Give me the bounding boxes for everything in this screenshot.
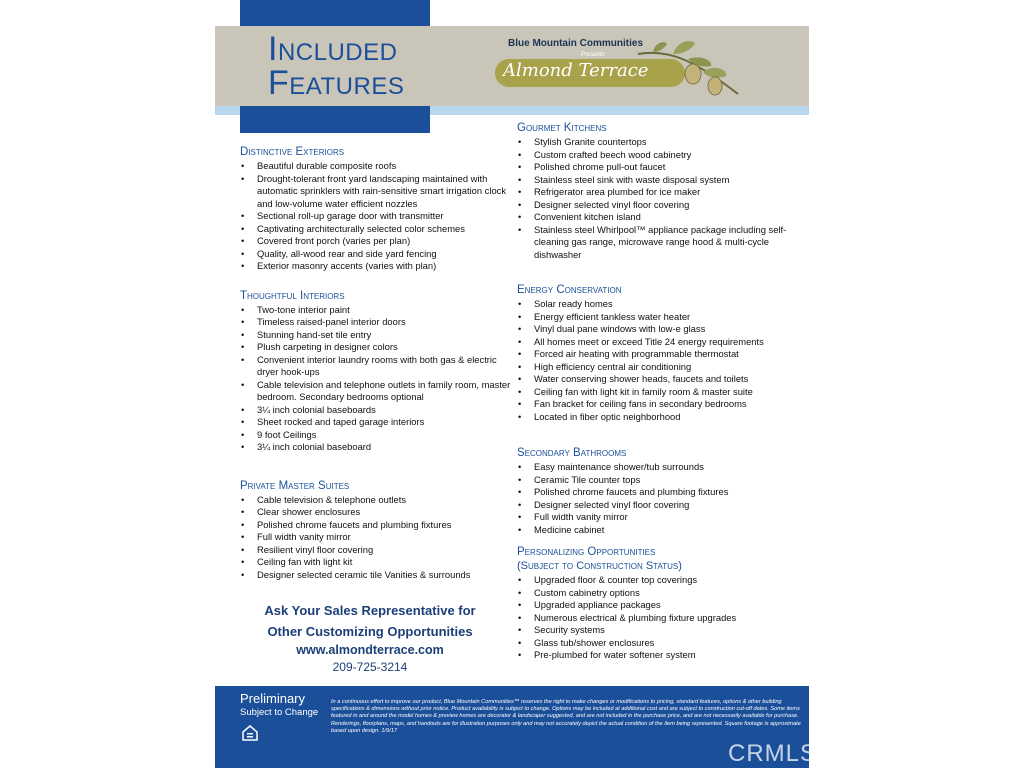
legal-disclaimer: In a continuous effort to improve our product, Blue Mountain Communities™ reserves the right to make changes or modifications to pricing, standard features, options & other building specifications & dimensions without prior notice. Product availability is subject to change. Options may be included at additional cost and are subject to construction cut-off dates. Some items featured in and around the model homes & preview homes are decorator & landscaper suggested, and are not included in the purchase price, and are not necessarily available for purchase. Renderings, floorplans, maps, and handouts are for illustration purposes only and may not accurately depict the actual condition of the item being represented. Square footage is approximate based upon design. 1/9/17: [331, 699, 801, 734]
list-item: • Convenient interior laundry rooms with both gas & electric dryer hook-ups: [240, 354, 515, 379]
list-item: • Energy efficient tankless water heater: [517, 311, 807, 324]
left-column: [240, 146, 515, 581]
section-title: Personalizing Opportunities: [517, 546, 656, 558]
list-item: • Stainless steel Whirlpool™ appliance package including self-cleaning gas range, microwave range hood & multi-cycle dishwasher: [517, 224, 807, 262]
almond-branch-icon: [633, 34, 743, 104]
list-item: • Ceiling fan with light kit: [240, 556, 515, 569]
list-item: • Ceramic Tile counter tops: [517, 474, 807, 487]
list-item: • Exterior masonry accents (varies with plan): [240, 260, 515, 273]
list-item: • High efficiency central air conditioning: [517, 361, 807, 374]
list-item: • Ceiling fan with light kit in family room & master suite: [517, 386, 807, 399]
crmls-watermark: CRMLS: [728, 740, 818, 767]
list-item: • Clear shower enclosures: [240, 506, 515, 519]
feature-sheet-page: [215, 0, 809, 768]
list-item: • Easy maintenance shower/tub surrounds: [517, 461, 807, 474]
section-title: Gourmet Kitchens: [517, 122, 607, 134]
section-distinctive-exteriors: [240, 146, 515, 273]
logo-presents: Presents: [581, 52, 605, 58]
right-column: [517, 122, 807, 662]
list-item: • Fan bracket for ceiling fans in secondary bedrooms: [517, 398, 807, 411]
feature-list: [240, 304, 515, 454]
list-item: • 9 foot Ceilings: [240, 429, 515, 442]
list-item: • Two-tone interior paint: [240, 304, 515, 317]
feature-list: [240, 494, 515, 582]
list-item: • Stylish Granite countertops: [517, 136, 807, 149]
list-item: • Cable television and telephone outlets in family room, master bedroom. Secondary bedrooms optional: [240, 379, 515, 404]
list-item: • Upgraded appliance packages: [517, 599, 807, 612]
list-item: • Drought-tolerant front yard landscaping maintained with automatic sprinklers with rain-sensitive smart irrigation clock and low-volume water efficient nozzles: [240, 173, 515, 211]
logo-community-name: Almond Terrace: [503, 60, 649, 81]
list-item: • Stainless steel sink with waste disposal system: [517, 174, 807, 187]
list-item: • Designer selected ceramic tile Vanities & surrounds: [240, 569, 515, 582]
preliminary-label: Preliminary: [240, 691, 306, 706]
list-item: • All homes meet or exceed Title 24 energy requirements: [517, 336, 807, 349]
page-title: [240, 26, 430, 106]
list-item: • Sectional roll-up garage door with transmitter: [240, 210, 515, 223]
list-item: • Designer selected vinyl floor covering: [517, 499, 807, 512]
feature-list: [517, 298, 807, 423]
list-item: • Convenient kitchen island: [517, 211, 807, 224]
section-subtitle: (Subject to Construction Status): [517, 560, 682, 572]
list-item: • Located in fiber optic neighborhood: [517, 411, 807, 424]
list-item: • Plush carpeting in designer colors: [240, 341, 515, 354]
list-item: • Solar ready homes: [517, 298, 807, 311]
list-item: • Designer selected vinyl floor covering: [517, 199, 807, 212]
title-line-2: Features: [268, 64, 405, 102]
footer-band: [215, 686, 809, 768]
list-item: • Beautiful durable composite roofs: [240, 160, 515, 173]
section-title: Secondary Bathrooms: [517, 447, 627, 459]
feature-list: [517, 574, 807, 662]
cta-line-2: Other Customizing Opportunities: [267, 624, 473, 639]
list-item: • Captivating architecturally selected color schemes: [240, 223, 515, 236]
feature-list: [517, 136, 807, 261]
section-gourmet-kitchens: [517, 122, 807, 261]
list-item: • Cable television & telephone outlets: [240, 494, 515, 507]
feature-list: [240, 160, 515, 273]
list-item: • Forced air heating with programmable thermostat: [517, 348, 807, 361]
section-secondary-bathrooms: [517, 447, 807, 536]
list-item: • Custom crafted beech wood cabinetry: [517, 149, 807, 162]
equal-housing-icon: [242, 724, 258, 742]
section-title: Thoughtful Interiors: [240, 289, 345, 302]
list-item: • Polished chrome faucets and plumbing fixtures: [517, 486, 807, 499]
section-energy-conservation: [517, 284, 807, 423]
list-item: • Glass tub/shower enclosures: [517, 637, 807, 650]
list-item: • Water conserving shower heads, faucets and toilets: [517, 373, 807, 386]
list-item: • Timeless raised-panel interior doors: [240, 316, 515, 329]
list-item: • Upgraded floor & counter top coverings: [517, 574, 807, 587]
list-item: • Polished chrome pull-out faucet: [517, 161, 807, 174]
list-item: • Stunning hand-set tile entry: [240, 329, 515, 342]
list-item: • Numerous electrical & plumbing fixture upgrades: [517, 612, 807, 625]
section-title: Energy Conservation: [517, 284, 622, 296]
list-item: • 3¼ inch colonial baseboard: [240, 441, 515, 454]
subject-to-change-label: Subject to Change: [240, 707, 319, 718]
list-item: • Full width vanity mirror: [517, 511, 807, 524]
list-item: • Pre-plumbed for water softener system: [517, 649, 807, 662]
list-item: • Resilient vinyl floor covering: [240, 544, 515, 557]
list-item: • Refrigerator area plumbed for ice maker: [517, 186, 807, 199]
list-item: • 3¼ inch colonial baseboards: [240, 404, 515, 417]
section-private-master-suites: [240, 480, 515, 582]
list-item: • Covered front porch (varies per plan): [240, 235, 515, 248]
feature-list: [517, 461, 807, 536]
section-title: Distinctive Exteriors: [240, 146, 345, 158]
sales-call-to-action: [240, 600, 500, 675]
section-personalizing-opportunities: [517, 546, 807, 662]
website-link[interactable]: www.almondterrace.com: [296, 643, 444, 657]
list-item: • Custom cabinetry options: [517, 587, 807, 600]
phone-number[interactable]: 209-725-3214: [332, 660, 408, 674]
list-item: • Medicine cabinet: [517, 524, 807, 537]
list-item: • Security systems: [517, 624, 807, 637]
section-thoughtful-interiors: [240, 290, 515, 454]
logo-company-name: Blue Mountain Communities: [508, 38, 643, 49]
list-item: • Full width vanity mirror: [240, 531, 515, 544]
almond-terrace-logo: [493, 34, 743, 104]
list-item: • Vinyl dual pane windows with low-e glass: [517, 323, 807, 336]
section-title: Private Master Suites: [240, 479, 350, 492]
list-item: • Polished chrome faucets and plumbing fixtures: [240, 519, 515, 532]
list-item: • Sheet rocked and taped garage interiors: [240, 416, 515, 429]
cta-line-1: Ask Your Sales Representative for: [264, 603, 476, 618]
list-item: • Quality, all-wood rear and side yard fencing: [240, 248, 515, 261]
title-line-1: Included: [268, 30, 398, 68]
